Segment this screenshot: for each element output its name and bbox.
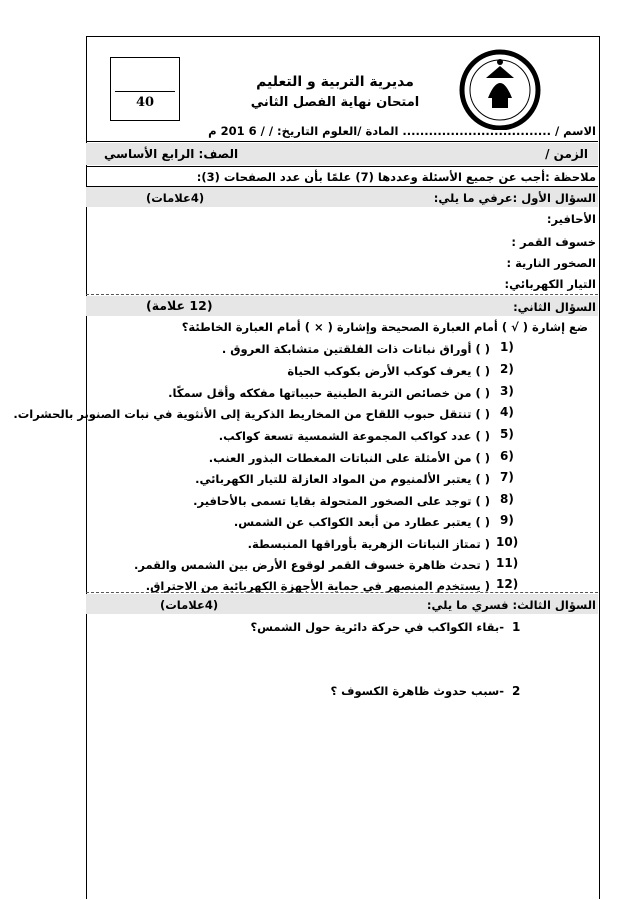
q2-item-text: ( يستخدم المنصهر في حماية الأجهزة الكهربائية من الاحتراق. [145, 579, 490, 593]
score-divider [115, 91, 175, 92]
header-divider [86, 141, 598, 142]
q2-title: السؤال الثاني: [513, 300, 596, 314]
q2-item-text: ( ) أوراق نباتات ذات الفلقتين متشابكة العروق . [221, 342, 490, 356]
q1-item: الصخور النارية : [506, 256, 596, 270]
q2-item-text: ( ) يعرف كوكب الأرض بكوكب الحياة [287, 364, 490, 378]
time-label: الزمن / [545, 147, 588, 161]
score-box [110, 57, 180, 121]
q2-item-number: 6) [500, 449, 514, 463]
grade-label: الصف: الرابع الأساسي [104, 147, 239, 161]
q3-item-text: -سبب حدوث ظاهرة الكسوف ؟ [330, 684, 504, 698]
q2-item-number: 2) [500, 362, 514, 376]
q1-item: التيار الكهربائي: [504, 277, 596, 291]
q1-item: الأحافير: [546, 212, 596, 226]
grade-divider [86, 166, 598, 167]
q2-item-text: ( تمتاز النباتات الزهرية بأوراقها المنبسطة. [247, 537, 490, 551]
name-date-line: الاسم / .................................. المادة /العلوم التاريخ: / / 6 201 م [208, 124, 596, 138]
q2-divider [86, 592, 598, 593]
q3-item-number: 1 [512, 620, 521, 634]
q2-item-text: ( ) عدد كواكب المجموعة الشمسية تسعة كواكب. [218, 429, 490, 443]
exam-title: امتحان نهاية الفصل الثاني [250, 95, 420, 110]
q3-item-number: 2 [512, 684, 521, 698]
q1-title: السؤال الأول :عرفي ما يلي: [433, 191, 596, 205]
q2-marks: (12 علامة) [146, 298, 213, 313]
q3-marks: (4علامات) [160, 598, 219, 612]
q1-marks: (4علامات) [146, 191, 205, 205]
q3-item-text: -بقاء الكواكب في حركة دائرية حول الشمس؟ [250, 620, 504, 634]
q2-instruction: ضع إشارة ( √ ) أمام العبارة الصحيحة وإشارة ( × ) أمام العبارة الخاطئة؟ [181, 320, 588, 334]
q2-item-text: ( ) يعتبر عطارد من أبعد الكواكب عن الشمس. [233, 515, 490, 529]
q2-item-number: 10) [496, 535, 519, 549]
q2-item-text: ( ) توجد على الصخور المتحولة بقايا تسمى بالأحافير. [193, 494, 490, 508]
q2-item-number: 8) [500, 492, 514, 506]
q1-item: خسوف القمر : [511, 235, 596, 249]
q2-item-text: ( ) تنتقل حبوب اللقاح من المخاريط الذكرية إلى الأنثوية في نبات الصنوبر بالحشرات. [13, 407, 490, 421]
q2-item-number: 3) [500, 384, 514, 398]
q1-divider [86, 294, 598, 295]
q2-item-number: 5) [500, 427, 514, 441]
q3-title: السؤال الثالث: فسري ما يلي: [426, 598, 596, 612]
q2-item-number: 12) [496, 577, 519, 591]
q2-item-number: 1) [500, 340, 514, 354]
q2-item-text: ( ) من الأمثلة على النباتات المغطات البذور العنب. [208, 451, 490, 465]
q2-item-number: 7) [500, 470, 514, 484]
q2-item-text: ( ) يعتبر الألمنيوم من المواد العازلة للتيار الكهربائي. [195, 472, 490, 486]
q2-item-number: 9) [500, 513, 514, 527]
ministry-emblem-icon [458, 48, 542, 130]
q2-item-number: 11) [496, 556, 519, 570]
exam-note: ملاحظة :أجب عن جميع الأسئلة وعددها (7) علمًا بأن عدد الصفحات (3): [196, 170, 596, 184]
q2-item-text: ( ) من خصائص التربة الطينية حبيباتها مفككه وأقل سمكًا. [168, 386, 490, 400]
directorate-title: مديرية التربية و التعليم [256, 74, 414, 90]
q2-item-number: 4) [500, 405, 514, 419]
score-total: 40 [135, 95, 155, 110]
q2-item-text: ( تحدث ظاهرة خسوف القمر لوقوع الأرض بين الشمس والقمر. [133, 558, 490, 572]
